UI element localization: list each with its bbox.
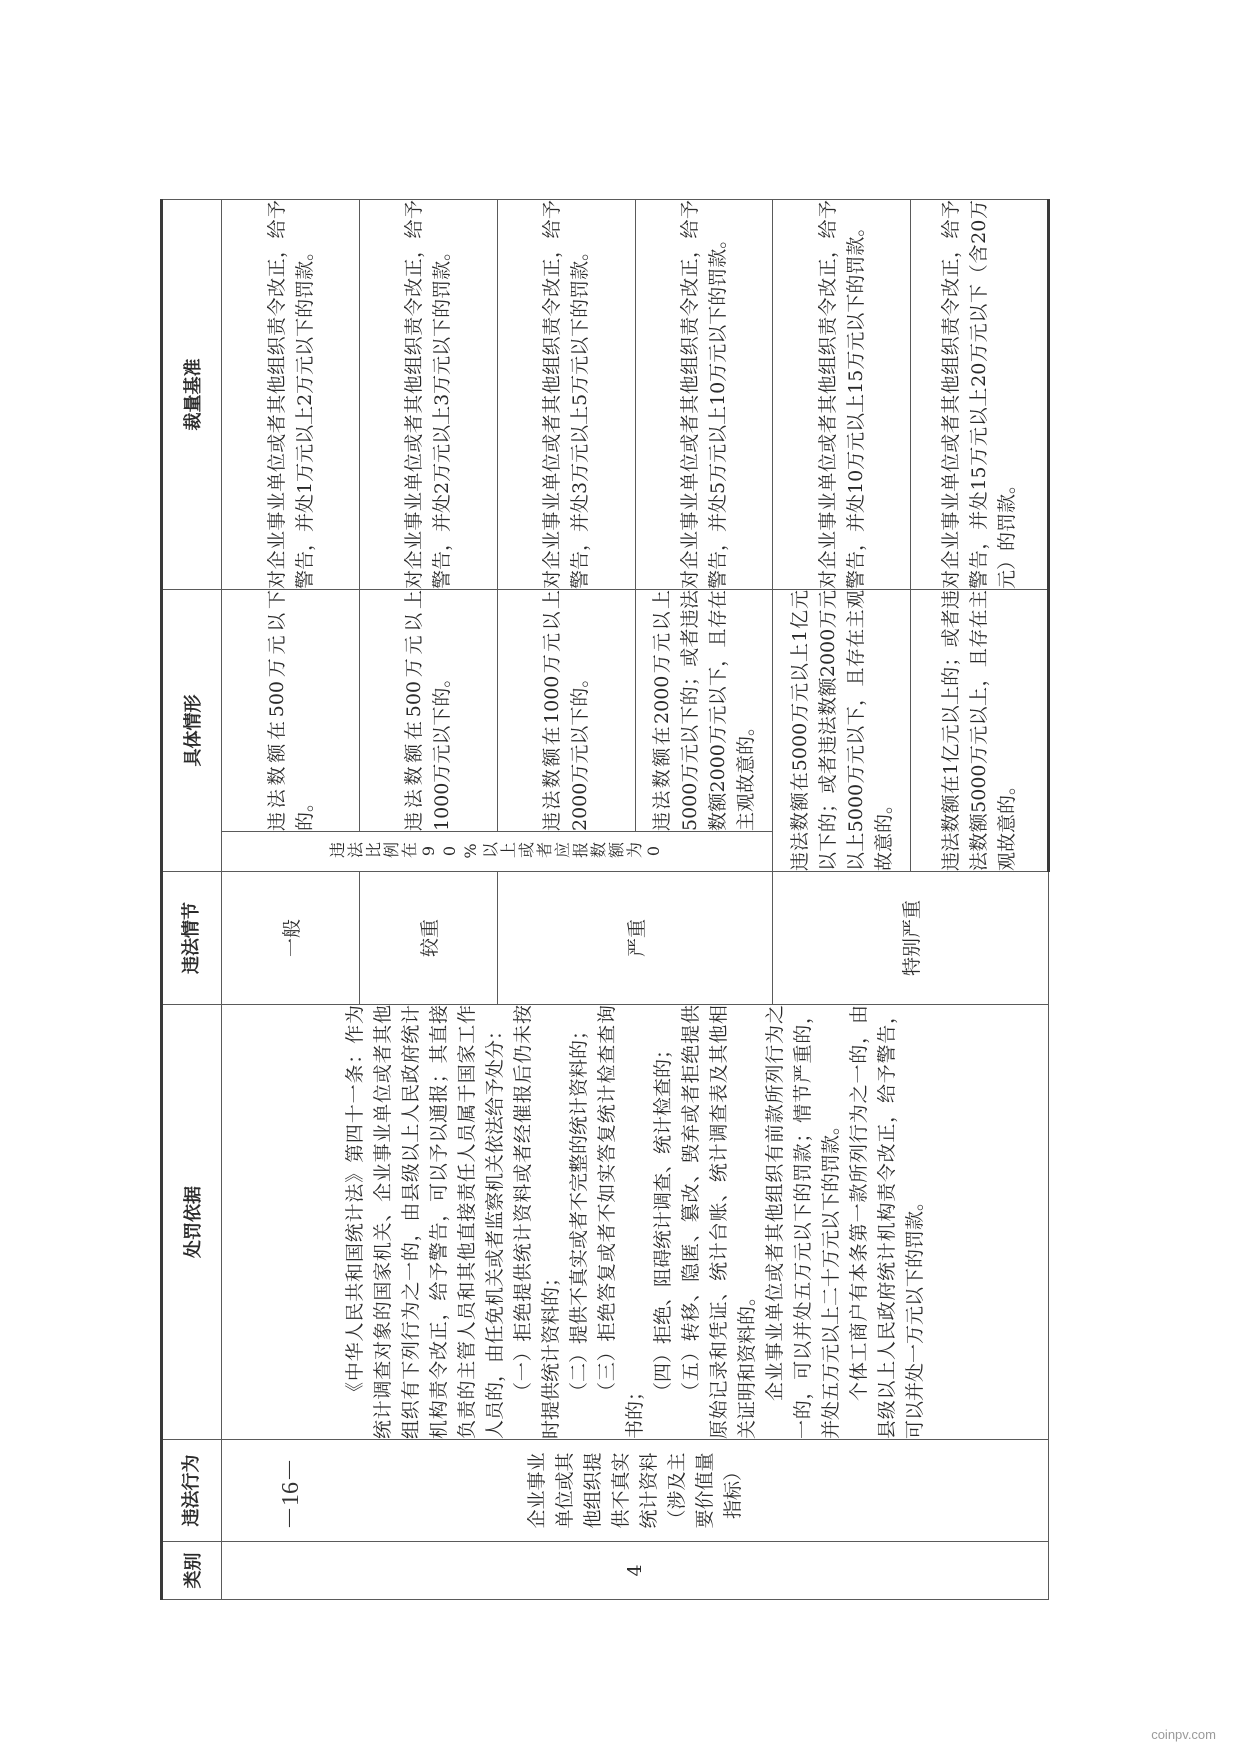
- header-category: 类别: [162, 1542, 222, 1600]
- basis-paragraph: （二）提供不真实或者不完整的统计资料的；: [568, 1020, 591, 1401]
- header-behavior: 违法行为: [162, 1440, 222, 1542]
- page-number: －16－: [278, 1458, 304, 1530]
- vertical-note-cell: [222, 832, 773, 872]
- basis-paragraph: （一）拒绝提供统计资料或者经催报后仍未按时提供统计资料的；: [512, 1005, 563, 1439]
- situation-cell: 违法数额在500万元以上1000万元以下的。: [359, 590, 497, 832]
- behavior-cell: 企业事业单位或其他组织提供不真实统计资料（涉及主要价值量指标）: [222, 1440, 1049, 1542]
- header-basis: 处罚依据: [162, 1005, 222, 1440]
- level-label: 特别严重: [901, 900, 924, 977]
- level-cell: [497, 872, 773, 1005]
- situation-cell: 违法数额在5000万元以上1亿元以下的；或者违法数额2000万元以上5000万元以下，且存在主观故意的。: [773, 590, 911, 872]
- level-cell: [773, 872, 1049, 1005]
- standard-cell: 对企业事业单位或者其他组织责令改正，给予警告，并处5万元以上10万元以下的罚款。: [635, 200, 773, 590]
- standard-cell: 对企业事业单位或者其他组织责令改正，给予警告，并处10万元以上15万元以下的罚款。: [773, 200, 911, 590]
- standard-cell: 对企业事业单位或者其他组织责令改正，给予警告，并处1万元以上2万元以下的罚款。: [222, 200, 360, 590]
- situation-cell: 违法数额在500万元以下的。: [222, 590, 360, 832]
- vertical-note: 违法比例在90%以上或者应报数额为0: [329, 841, 666, 861]
- basis-paragraph: （五）转移、隐匿、篡改、毁弃或者拒绝提供原始记录和凭证、统计台账、统计调查表及其他相关证明和资料的。: [680, 1005, 759, 1439]
- level-label: 严重: [625, 919, 648, 958]
- standard-cell: 对企业事业单位或者其他组织责令改正，给予警告，并处15万元以上20万元以下（含20万元）的罚款。: [911, 200, 1049, 590]
- situation-cell: 违法数额在1亿元以上的；或者违法数额5000万元以上，且存在主观故意的。: [911, 590, 1049, 872]
- basis-paragraph: 企业事业单位或者其他组织有前款所列行为之一的，可以并处五万元以下的罚款；情节严重的，并处五万元以上二十万元以下的罚款。: [764, 1005, 843, 1439]
- header-row: [162, 200, 222, 1600]
- header-situation: 具体情形: [162, 590, 222, 872]
- row-number: 4: [222, 1542, 1049, 1600]
- rotated-page-table: [160, 200, 1050, 1600]
- level-cell: 一般: [222, 872, 360, 1005]
- penalty-discretion-table: [160, 199, 1050, 1600]
- table-row: [222, 200, 360, 1600]
- basis-paragraph: 《中华人民共和国统计法》第四十一条：作为统计调查对象的国家机关、企业事业单位或者其他组织有下列行为之一的，由县级以上人民政府统计机构责令改正，给予警告，可以予以通报；其直接负责的主管人员和其他直接责任人员属于国家工作人员的，由任免机关或者监察机关依法给予处分：: [344, 1005, 507, 1439]
- header-circumstance: 违法情节: [162, 872, 222, 1005]
- level-cell: 较重: [359, 872, 497, 1005]
- standard-cell: 对企业事业单位或者其他组织责令改正，给予警告，并处2万元以上3万元以下的罚款。: [359, 200, 497, 590]
- situation-cell: 违法数额在1000万元以上2000万元以下的。: [497, 590, 635, 832]
- basis-paragraph: （四）拒绝、阻碍统计调查、统计检查的；: [652, 1039, 675, 1401]
- site-watermark: coinpv.com: [1151, 1727, 1216, 1742]
- basis-paragraph: 个体工商户有本条第一款所列行为之一的，由县级以上人民政府统计机构责令改正，给予警告，可以并处一万元以下的罚款。: [848, 1005, 927, 1439]
- standard-cell: 对企业事业单位或者其他组织责令改正，给予警告，并处3万元以上5万元以下的罚款。: [497, 200, 635, 590]
- header-standard: 裁量基准: [162, 200, 222, 590]
- situation-cell: 违法数额在2000万元以上5000万元以下的；或者违法数额2000万元以下，且存在主观故意的。: [635, 590, 773, 832]
- basis-cell: [222, 1005, 1049, 1440]
- basis-paragraph: （三）拒绝答复或者不如实答复统计检查查询书的；: [596, 1005, 647, 1439]
